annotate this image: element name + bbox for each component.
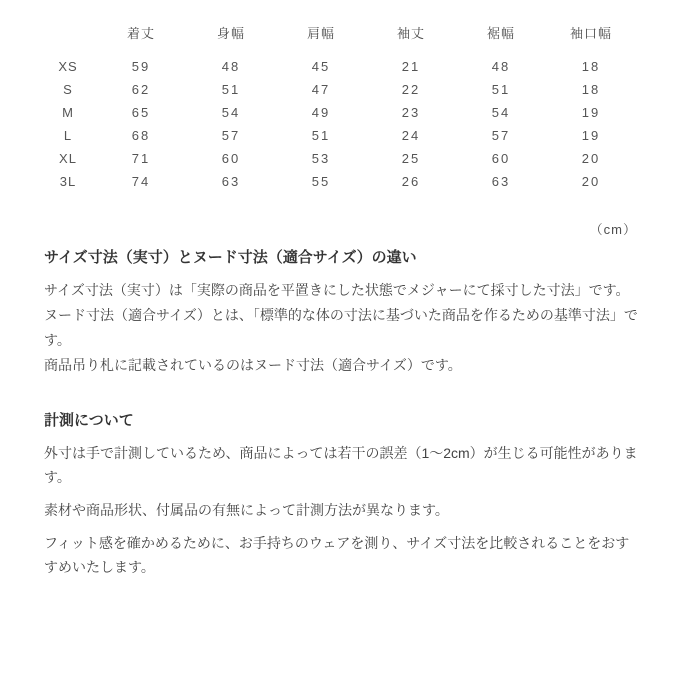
measurement-value: 22 <box>401 82 421 97</box>
measurement-value: 20 <box>581 151 601 166</box>
table-row-s <box>40 78 680 101</box>
measurement-value: 74 <box>131 174 151 189</box>
size-chart-table <box>0 0 680 193</box>
paragraph: ヌード寸法（適合サイズ）とは、「標準的な体の寸法に基づいた商品を作るための基準寸法」です。 <box>44 307 638 348</box>
measurement-value: 71 <box>131 151 151 166</box>
measurement-value: 51 <box>221 82 241 97</box>
measurement-value: 65 <box>131 105 151 120</box>
measurement-value: 53 <box>311 151 331 166</box>
measurement-value: 18 <box>581 59 601 74</box>
measurement-value: 55 <box>311 174 331 189</box>
measurement-value: 47 <box>311 82 331 97</box>
table-row-xs <box>40 55 680 78</box>
paragraph: 素材や商品形状、付属品の有無によって計測方法が異なります。 <box>44 502 449 518</box>
measurement-value: 18 <box>581 82 601 97</box>
size-label: XS <box>58 59 78 74</box>
measurement-value: 48 <box>491 59 511 74</box>
measurement-value: 48 <box>221 59 241 74</box>
section-size-vs-nude <box>44 246 640 378</box>
column-header-sleeve-length: 袖丈 <box>396 25 425 41</box>
measurement-value: 19 <box>581 105 601 120</box>
measurement-value: 45 <box>311 59 331 74</box>
measurement-value: 60 <box>491 151 511 166</box>
measurement-value: 51 <box>311 128 331 143</box>
paragraph: 外寸は手で計測しているため、商品によっては若干の誤差（1～2cm）が生じる可能性があります。 <box>44 445 638 485</box>
table-row-l <box>40 124 680 147</box>
column-header-body-length: 着丈 <box>126 25 155 41</box>
column-header-shoulder-width: 肩幅 <box>306 25 335 41</box>
paragraph: 商品吊り札に記載されているのはヌード寸法（適合サイズ）です。 <box>44 357 462 373</box>
section-heading: サイズ寸法（実寸）とヌード寸法（適合サイズ）の違い <box>44 249 417 266</box>
paragraph: フィット感を確かめるために、お手持ちのウェアを測り、サイズ寸法を比較されることをおすすめいたします。 <box>44 535 630 575</box>
size-label: S <box>63 82 73 97</box>
measurement-value: 20 <box>581 174 601 189</box>
column-header-cuff-width: 袖口幅 <box>569 25 612 41</box>
measurement-value: 54 <box>491 105 511 120</box>
measurement-value: 63 <box>221 174 241 189</box>
measurement-value: 21 <box>401 59 421 74</box>
measurement-value: 59 <box>131 59 151 74</box>
size-label: L <box>63 128 73 143</box>
measurement-value: 51 <box>491 82 511 97</box>
measurement-value: 60 <box>221 151 241 166</box>
measurement-value: 19 <box>581 128 601 143</box>
measurement-value: 68 <box>131 128 151 143</box>
measurement-value: 23 <box>401 105 421 120</box>
notes-area <box>44 246 640 579</box>
column-header-body-width: 身幅 <box>216 25 245 41</box>
size-label: M <box>62 105 74 120</box>
measurement-value: 63 <box>491 174 511 189</box>
table-row-xl <box>40 147 680 170</box>
column-header-hem-width: 裾幅 <box>486 25 515 41</box>
measurement-value: 57 <box>221 128 241 143</box>
measurement-value: 54 <box>221 105 241 120</box>
size-label: XL <box>59 151 77 166</box>
measurement-value: 25 <box>401 151 421 166</box>
paragraph: サイズ寸法（実寸）は「実際の商品を平置きにした状態でメジャーにて採寸した寸法」です。 <box>44 282 630 298</box>
measurement-value: 62 <box>131 82 151 97</box>
section-heading: 計測について <box>44 412 134 429</box>
measurement-value: 24 <box>401 128 421 143</box>
table-row-3l <box>40 170 680 193</box>
measurement-value: 57 <box>491 128 511 143</box>
table-header-row <box>40 22 680 42</box>
measurement-value: 49 <box>311 105 331 120</box>
size-label: 3L <box>59 174 77 189</box>
table-row-m <box>40 101 680 124</box>
unit-label-cm: （cm） <box>589 222 637 237</box>
measurement-value: 26 <box>401 174 421 189</box>
section-measurement <box>44 409 640 579</box>
